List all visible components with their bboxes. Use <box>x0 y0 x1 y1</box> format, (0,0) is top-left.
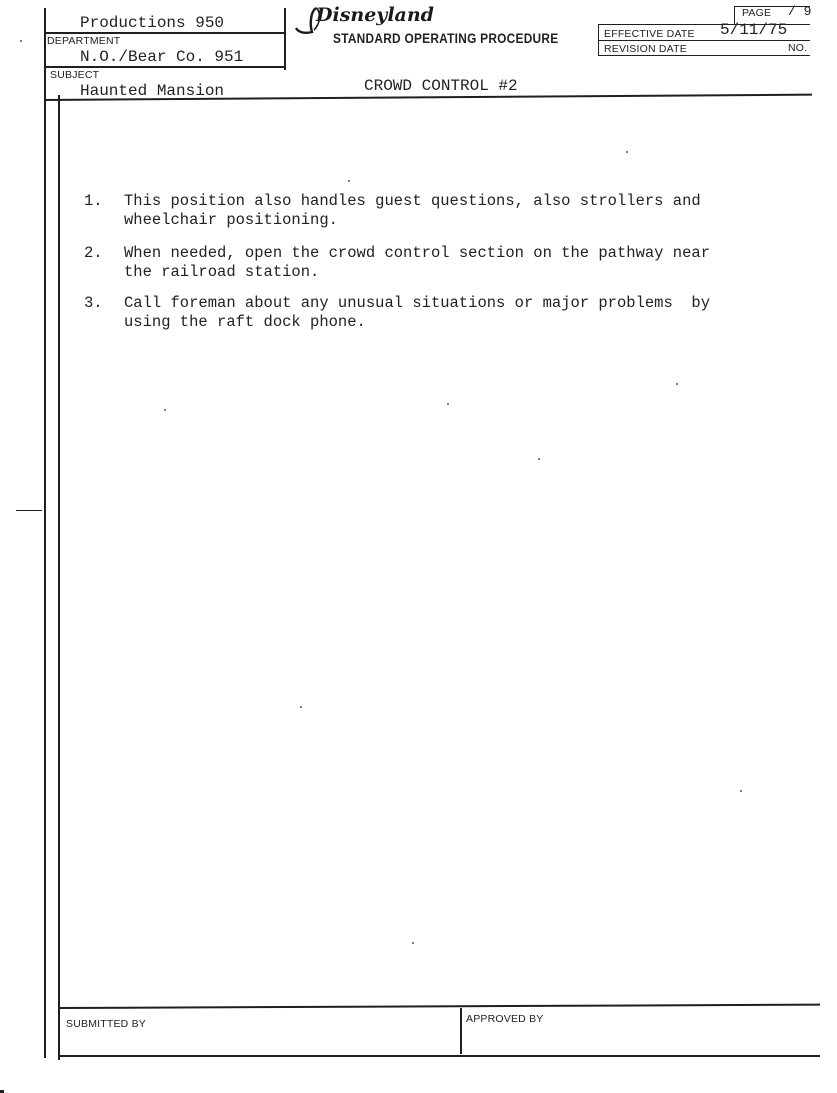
item-number: 3. <box>84 294 103 312</box>
item-number: 1. <box>84 192 103 210</box>
revision-date-label: REVISION DATE <box>604 43 687 55</box>
item-line: using the raft dock phone. <box>124 313 366 331</box>
scan-speck <box>740 790 742 792</box>
scan-speck <box>626 151 628 153</box>
page-value: / 9 <box>788 4 812 19</box>
header-right-box-bottom <box>598 55 810 56</box>
item-number: 2. <box>84 244 103 262</box>
department-value: N.O./Bear Co. 951 <box>80 48 244 66</box>
header-divider-1 <box>44 32 284 34</box>
footer-bottom-line <box>58 1055 820 1057</box>
left-margin-line <box>44 8 46 1058</box>
scan-speck <box>447 403 449 405</box>
item-line: wheelchair positioning. <box>124 211 338 229</box>
item-line: Call foreman about any unusual situations or major problems by <box>124 294 710 312</box>
subject-label: SUBJECT <box>50 69 100 81</box>
department-label: DEPARTMENT <box>47 35 121 47</box>
footer-top-line <box>58 1004 820 1009</box>
page-label: PAGE <box>742 7 772 19</box>
no-label: NO. <box>788 42 808 54</box>
header-right-box-left <box>598 24 599 56</box>
item-line: the railroad station. <box>124 263 320 281</box>
item-text <box>124 244 794 282</box>
effective-date-label: EFFECTIVE DATE <box>604 28 695 40</box>
item-line: This position also handles guest questions, also strollers and <box>124 192 701 210</box>
department-top-value: Productions 950 <box>80 14 225 32</box>
scan-speck <box>676 383 678 385</box>
scan-speck <box>20 40 22 42</box>
scan-speck <box>412 942 414 944</box>
document-title: CROWD CONTROL #2 <box>364 77 518 95</box>
submitted-by-label: SUBMITTED BY <box>66 1018 146 1030</box>
header-divider-2 <box>44 66 284 68</box>
left-inner-line <box>58 95 60 1060</box>
logo-text: Disneyland <box>316 4 434 26</box>
item-text <box>124 294 794 332</box>
disneyland-logo <box>294 4 434 34</box>
scan-speck <box>348 180 350 182</box>
header-vertical-left <box>284 8 286 70</box>
header-right-box-mid <box>598 40 810 41</box>
item-text <box>124 192 794 230</box>
effective-date-value: 5/11/75 <box>720 21 788 39</box>
procedure-title: STANDARD OPERATING PROCEDURE <box>333 31 559 46</box>
margin-tick <box>16 510 42 511</box>
scan-speck <box>538 458 540 460</box>
subject-value: Haunted Mansion <box>80 82 225 100</box>
scan-speck <box>300 706 302 708</box>
footer-divider <box>460 1008 462 1054</box>
scan-speck <box>164 409 166 411</box>
item-line: When needed, open the crowd control section on the pathway near <box>124 244 710 262</box>
approved-by-label: APPROVED BY <box>466 1013 544 1025</box>
